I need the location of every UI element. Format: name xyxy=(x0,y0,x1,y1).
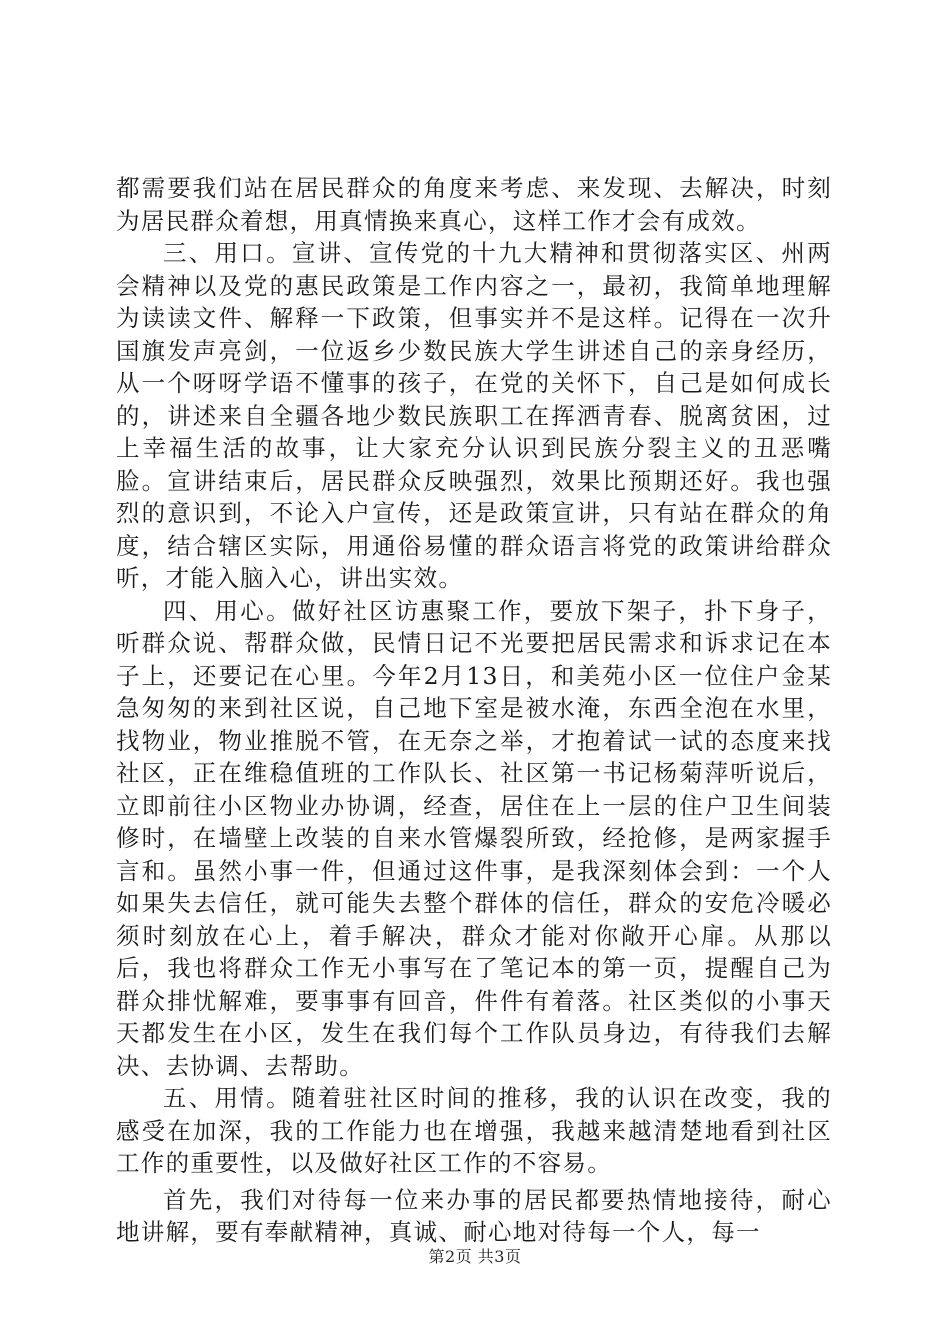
paragraph-section-five: 五、用情。随着驻社区时间的推移，我的认识在改变，我的感受在加深，我的工作能力也在增强，我越来越清楚地看到社区工作的重要性，以及做好社区工作的不容易。 xyxy=(116,1084,832,1177)
paragraph-section-three: 三、用口。宣讲、宣传党的十九大精神和贯彻落实区、州两会精神以及党的惠民政策是工作内容之一，最初，我简单地理解为读读文件、解释一下政策，但事实并不是这样。记得在一次升国旗发声亮剑，一位返乡少数民族大学生讲述自己的亲身经历，从一个呀呀学语不懂事的孩子，在党的关怀下，自己是如何成长的，讲述来自全疆各地少数民族职工在挥洒青春、脱离贫困，过上幸福生活的故事，让大家充分认识到民族分裂主义的丑恶嘴脸。宣讲结束后，居民群众反映强烈，效果比预期还好。我也强烈的意识到，不论入户宣传，还是政策宣讲，只有站在群众的角度，结合辖区实际，用通俗易懂的群众语言将党的政策讲给群众听，才能入脑入心，讲出实效。 xyxy=(116,239,832,592)
paragraph-continuation: 都需要我们站在居民群众的角度来考虑、来发现、去解决，时刻为居民群众着想，用真情换来真心，这样工作才会有成效。 xyxy=(116,174,832,235)
paragraph-first-point: 首先，我们对待每一位来办事的居民都要热情地接待，耐心地讲解，要有奉献精神，真诚、耐心地对待每一个人，每一 xyxy=(116,1185,832,1246)
page-number-footer: 第2页 共3页 xyxy=(428,1247,522,1266)
paragraph-section-four: 四、用心。做好社区访惠聚工作，要放下架子，扑下身子，听群众说、帮群众做，民情日记不光要把居民需求和诉求记在本子上，还要记在心里。今年2月13日，和美苑小区一位住户金某急匆匆的来到社区说，自己地下室是被水淹，东西全泡在水里，找物业，物业推脱不管，在无奈之举，才抱着试一试的态度来找社区，正在维稳值班的工作队长、社区第一书记杨菊萍听说后，立即前往小区物业办协调，经查，居住在上一层的住户卫生间装修时，在墙壁上改装的自来水管爆裂所致，经抢修，是两家握手言和。虽然小事一件，但通过这件事，是我深刻体会到：一个人如果失去信任，就可能失去整个群体的信任，群众的安危冷暖必须时刻放在心上，着手解决，群众才能对你敞开心扉。从那以后，我也将群众工作无小事写在了笔记本的第一页，提醒自己为群众排忧解难，要事事有回音，件件有着落。社区类似的小事天天都发生在小区，发生在我们每个工作队员身边，有待我们去解决、去协调、去帮助。 xyxy=(116,596,832,1080)
document-body xyxy=(116,172,832,1249)
